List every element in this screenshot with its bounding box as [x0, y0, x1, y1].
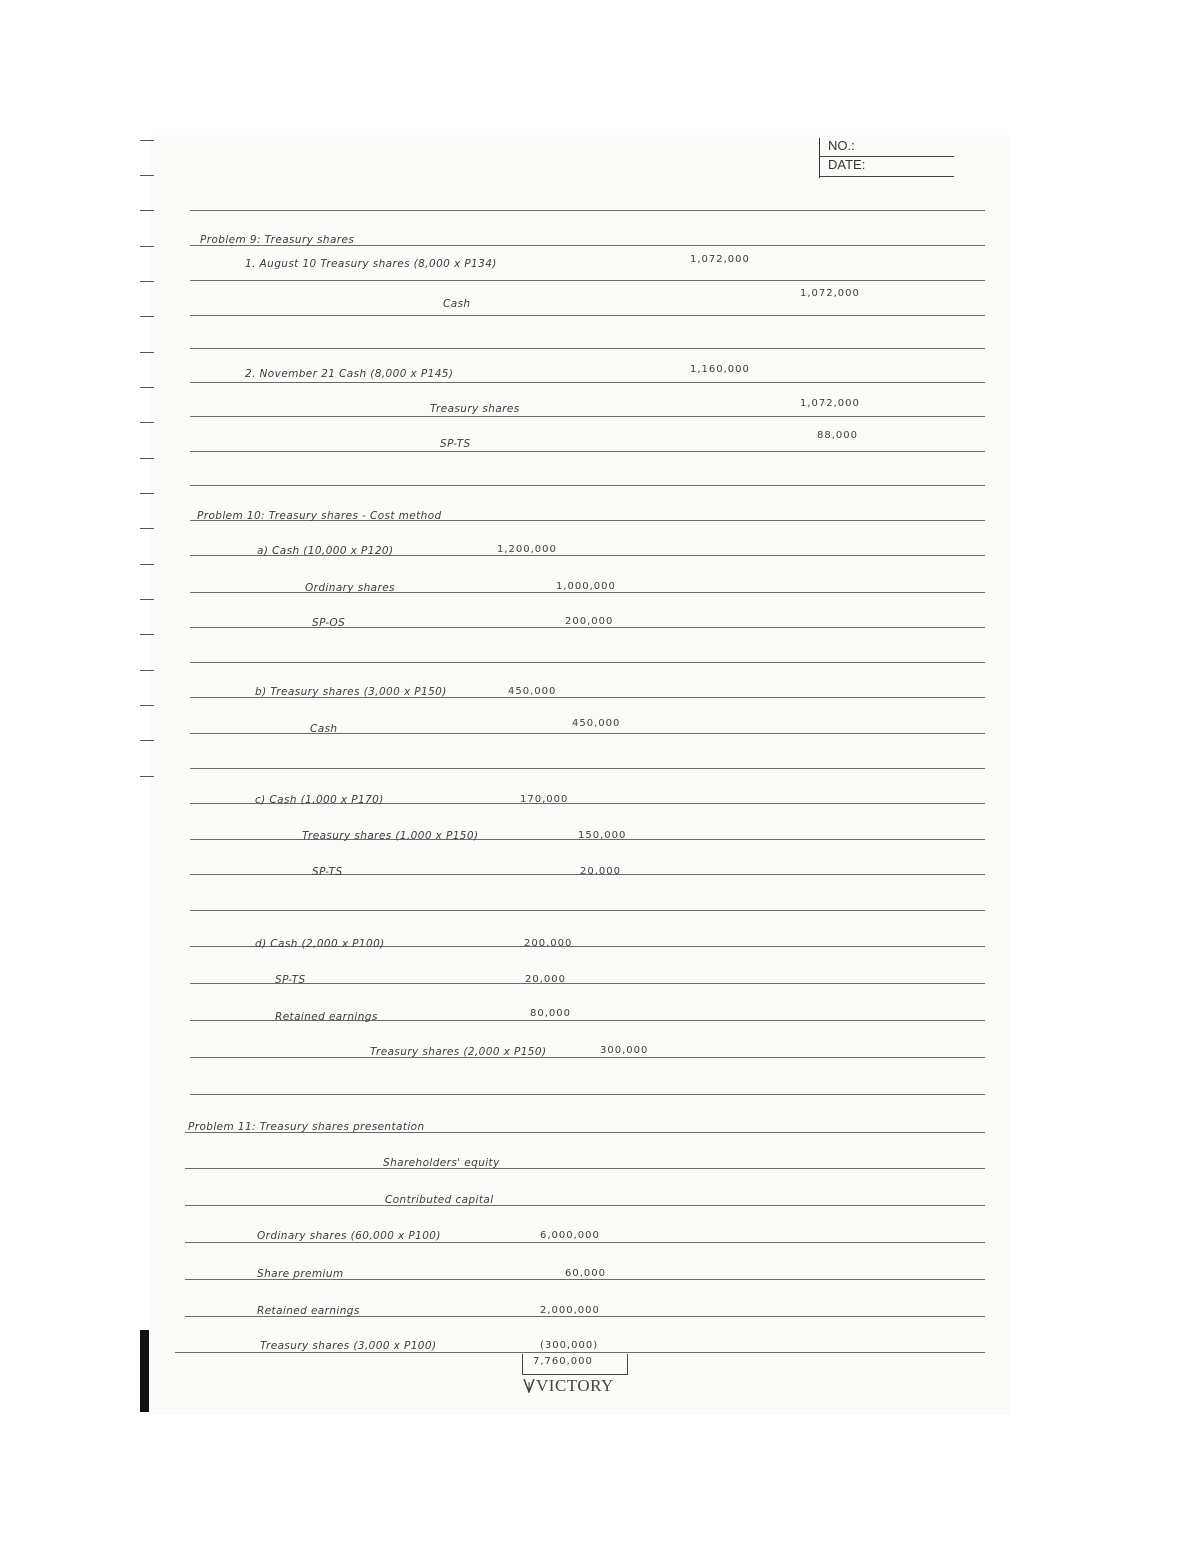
problem-10-title: Problem 10: Treasury shares - Cost method: [197, 510, 442, 522]
p9-entry2-credit2-amount: 88,000: [817, 430, 858, 441]
notebook-page: [150, 135, 1010, 1415]
p10d-debit-label: d) Cash (2,000 x P100): [255, 938, 385, 950]
no-date-box: [819, 138, 954, 178]
p11-line-amount: (300,000): [540, 1340, 599, 1351]
leaf-icon: [522, 1377, 536, 1393]
p10a-credit1-label: Ordinary shares: [305, 582, 395, 594]
p11-line-label: Ordinary shares (60,000 x P100): [257, 1230, 441, 1242]
p10d-credit-label: Treasury shares (2,000 x P150): [370, 1046, 547, 1058]
p9-entry2-credit1-amount: 1,072,000: [800, 398, 860, 409]
p10c-credit2-amount: 20,000: [580, 866, 621, 877]
p11-heading-equity: Shareholders' equity: [383, 1157, 500, 1169]
p10c-debit-label: c) Cash (1,000 x P170): [255, 794, 384, 806]
p10c-debit-amount: 170,000: [520, 794, 569, 805]
p9-entry1-debit-amount: 1,072,000: [690, 254, 750, 265]
p10d-debit2-amount: 20,000: [525, 974, 566, 985]
p11-line-amount: 2,000,000: [540, 1305, 600, 1316]
p10a-credit2-label: SP-OS: [312, 617, 346, 629]
p9-entry1-credit-label: Cash: [443, 298, 471, 310]
p10c-credit2-label: SP-TS: [312, 866, 343, 878]
p9-entry1-debit-label: 1. August 10 Treasury shares (8,000 x P134): [245, 258, 497, 270]
brand-text: VICTORY: [536, 1376, 614, 1395]
p10d-credit-amount: 300,000: [600, 1045, 649, 1056]
p11-line-label: Treasury shares (3,000 x P100): [260, 1340, 437, 1352]
p11-line-label: Share premium: [257, 1268, 344, 1280]
p10a-credit2-amount: 200,000: [565, 616, 614, 627]
margin-ticks: [140, 140, 160, 1420]
p10b-debit-amount: 450,000: [508, 686, 557, 697]
p10c-credit1-amount: 150,000: [578, 830, 627, 841]
p10d-debit3-label: Retained earnings: [275, 1011, 378, 1023]
problem-11-title: Problem 11: Treasury shares presentation: [188, 1121, 425, 1133]
total-box: [522, 1354, 628, 1375]
p11-line-label: Retained earnings: [257, 1305, 360, 1317]
p10b-debit-label: b) Treasury shares (3,000 x P150): [255, 686, 447, 698]
p11-heading-contributed: Contributed capital: [385, 1194, 494, 1206]
problem-9-title: Problem 9: Treasury shares: [200, 234, 355, 246]
p10c-credit1-label: Treasury shares (1,000 x P150): [302, 830, 479, 842]
p10b-credit-amount: 450,000: [572, 718, 621, 729]
p9-entry2-credit2-label: SP-TS: [440, 438, 471, 450]
notebook-brand-logo: [536, 1376, 614, 1396]
p10a-debit-amount: 1,200,000: [497, 544, 557, 555]
p9-entry2-debit-label: 2. November 21 Cash (8,000 x P145): [245, 368, 454, 380]
p10a-credit1-amount: 1,000,000: [556, 581, 616, 592]
p10b-credit-label: Cash: [310, 723, 338, 735]
p9-entry2-debit-amount: 1,160,000: [690, 364, 750, 375]
p11-total-amount: 7,760,000: [533, 1356, 593, 1367]
p10a-debit-label: a) Cash (10,000 x P120): [257, 545, 394, 557]
p10d-debit2-label: SP-TS: [275, 974, 306, 986]
p10d-debit3-amount: 80,000: [530, 1008, 571, 1019]
p11-line-amount: 60,000: [565, 1268, 606, 1279]
p10d-debit-amount: 200,000: [524, 938, 573, 949]
p11-line-amount: 6,000,000: [540, 1230, 600, 1241]
p9-entry2-credit1-label: Treasury shares: [430, 403, 520, 415]
p9-entry1-credit-amount: 1,072,000: [800, 288, 860, 299]
binding-strip: [140, 1330, 149, 1412]
date-label: DATE:: [828, 157, 866, 172]
no-label: NO.:: [828, 138, 855, 153]
